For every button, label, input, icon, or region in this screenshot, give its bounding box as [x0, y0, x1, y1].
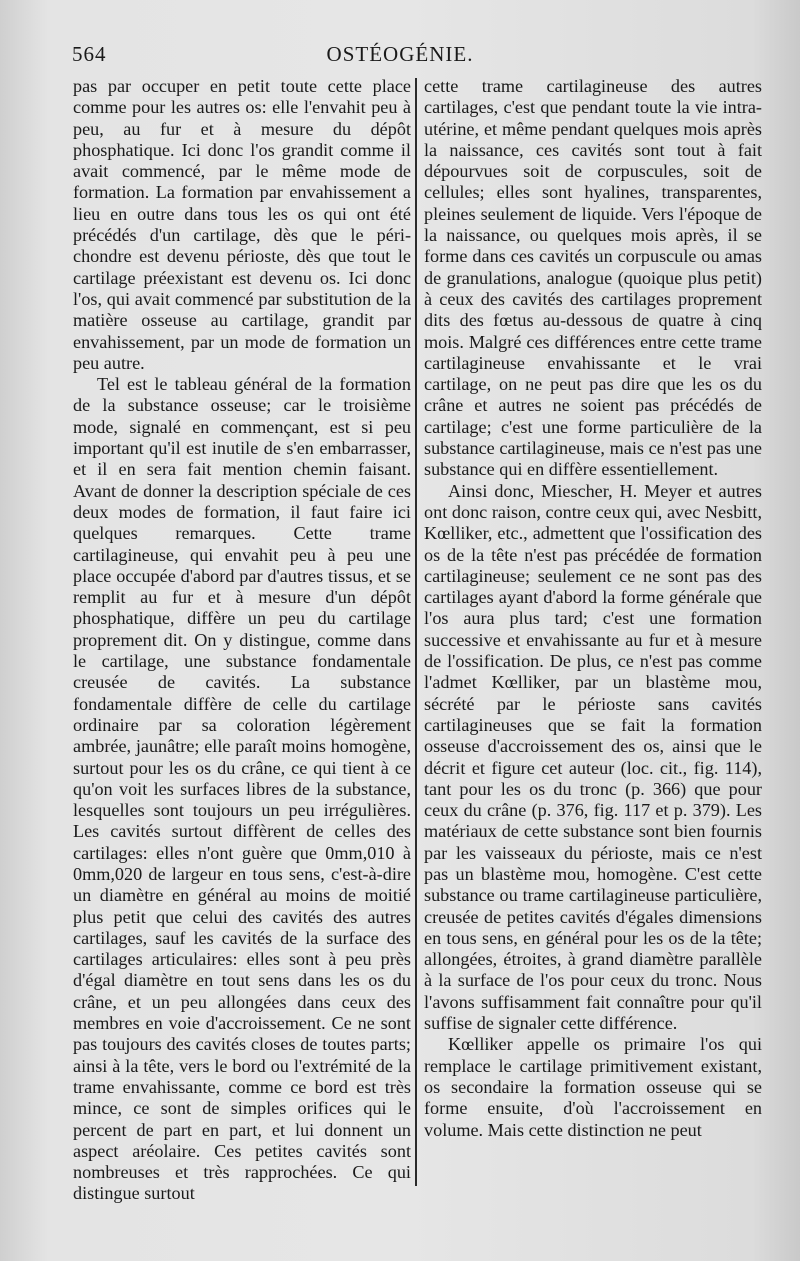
column-divider	[415, 78, 417, 1186]
page-number: 564	[72, 42, 107, 66]
paragraph: Ainsi donc, Miescher, H. Meyer et autres ont donc raison, contre ceux qui, avec Nesbitt, Kœlliker, etc., admettent que l'ossification des os de la tête n'est pas précédée de formation cartilagineuse; seulement ce ne sont pas des cartilages ayant d'abord la forme générale que l'os aura plus tard; c'est une formation successive et envahissante au fur et à mesure de l'ossification. De plus, ce n'est pas comme l'admet Kœlliker, par un blastème mou, sécrété par le périoste sans cavités cartilagineuses que se fait la formation osseuse d'accroissement des os, ainsi que le décrit et figure cet auteur (loc. cit., fig. 114), tant pour les os du tronc (p. 366) que pour ceux du crâne (p. 376, fig. 117 et p. 379). Les matériaux de cette substance sont bien fournis par les vaisseaux du périoste, mais ce n'est pas un blastème mou, homogène. C'est cette substance ou trame cartilagineuse particulière, creusée de petites cavités d'égales dimensions en tous sens, en général pour les os de la tête; allongées, étroites, à grand diamètre parallèle à la surface de l'os pour ceux du tronc. Nous l'avons suffisamment fait connaître pour qu'il suffise de signaler cette différence.	[424, 480, 762, 1034]
running-title: OSTÉOGÉNIE.	[326, 42, 474, 66]
right-column	[424, 76, 762, 1141]
paragraph: cette trame cartilagineuse des autres cartilages, c'est que pendant toute la vie intra-utérine, et même pendant quelques mois après la naissance, ces cavités sont tout à fait dépourvues soit de corpuscules, soit de cellules; elles sont hyalines, transparentes, pleines seulement de liquide. Vers l'époque de la naissance, ou quelques mois après, il se forme dans ces cavités un corpuscule ou amas de granulations, analogue (quoique plus petit) à ceux des cavités des cartilages proprement dits des fœtus au-dessous de quatre à cinq mois. Malgré ces différences entre cette trame cartilagineuse envahissante et le vrai cartilage, on ne peut pas dire que les os du crâne et autres ne soient pas précédés de cartilage; c'est une forme particulière de la substance cartilagineuse, mais ce n'est pas une substance qui en diffère essentiellement.	[424, 76, 762, 480]
paragraph: Kœlliker appelle os primaire l'os qui remplace le cartilage primitivement existant, os secondaire la formation osseuse qui se forme ensuite, d'où l'accroissement en volume. Mais cette distinction ne peut	[424, 1034, 762, 1140]
left-column	[73, 76, 411, 1205]
paragraph: Tel est le tableau général de la formation de la substance osseuse; car le troisième mode, signalé en commençant, est si peu important qu'il est inutile de s'en embarrasser, et il en sera fait mention chemin faisant. Avant de donner la description spéciale de ces deux modes de formation, il faut faire ici quelques remarques. Cette trame cartilagineuse, qui envahit peu à peu une place occupée d'abord par d'autres tissus, et se remplit au fur et à mesure d'un dépôt phosphatique, diffère un peu du cartilage proprement dit. On y distingue, comme dans le cartilage, une substance fondamentale creusée de cavités. La substance fondamentale diffère de celle du cartilage ordinaire par sa coloration légèrement ambrée, jaunâtre; elle paraît moins homogène, surtout pour les os du crâne, ce qui tient à ce qu'on voit les surfaces libres de la substance, lesquelles sont toujours un peu irrégulières. Les cavités surtout diffèrent de celles des cartilages: elles n'ont guère que 0mm,010 à 0mm,020 de largeur en tous sens, c'est-à-dire un diamètre en général au moins de moitié plus petit que celui des cavités des autres cartilages, sauf les cavités de la surface des cartilages articulaires: elles sont à peu près d'égal diamètre en tout sens dans les os du crâne, et un peu allongées dans ceux des membres en voie d'accroissement. Ce ne sont pas toujours des cavités closes de toutes parts; ainsi à la tête, vers le bord ou l'extrémité de la trame envahissante, comme ce bord est très mince, ce sont de simples orifices qui le percent de part en part, et lui donnent un aspect aréolaire. Ces petites cavités sont nombreuses et très rapprochées. Ce qui distingue surtout	[73, 374, 411, 1204]
paragraph: pas par occuper en petit toute cette place comme pour les autres os: elle l'envahit peu à peu, au fur et à mesure du dépôt phosphatique. Ici donc l'os grandit comme il avait commencé, par le même mode de formation. La formation par envahissement a lieu en outre dans tous les os qui ont été précédés d'un cartilage, dès que le péri-chondre est devenu périoste, dès que tout le cartilage préexistant est devenu os. Ici donc l'os, qui avait commencé par substitution de la matière osseuse au cartilage, grandit par envahissement, par un mode de formation un peu autre.	[73, 76, 411, 373]
page-header	[0, 42, 800, 72]
